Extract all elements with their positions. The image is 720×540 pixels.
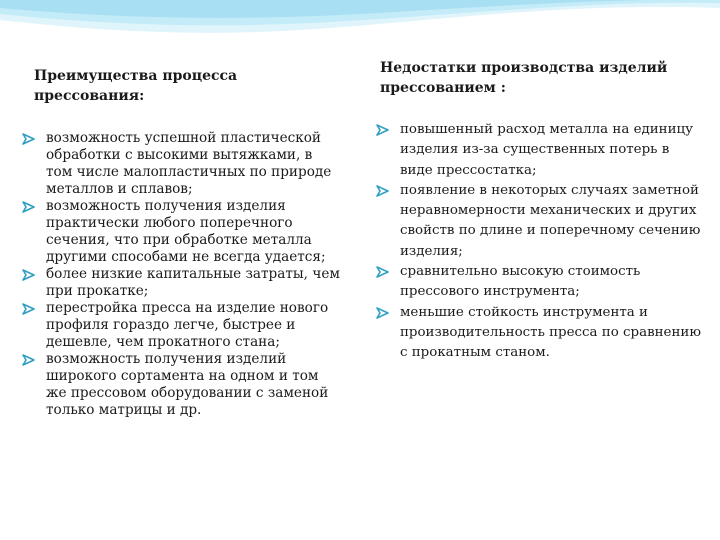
list-item	[362, 120, 702, 181]
disadvantages-column	[362, 58, 702, 364]
list-item	[22, 300, 340, 351]
list-item-text: перестройка пресса на изделие нового профиля гораздо легче, быстрее и дешевле, чем прокатного стана;	[46, 300, 329, 350]
arrow-bullet-icon	[376, 124, 389, 136]
advantages-list	[22, 130, 340, 419]
decorative-wave-banner	[0, 0, 720, 60]
list-item-text: сравнительно высокую стоимость прессового инструмента;	[400, 264, 641, 300]
list-item	[22, 198, 340, 266]
list-item-text: возможность получения изделий широкого сортамента на одном и том же прессовом оборудовании с заменой только матрицы и др.	[46, 351, 329, 418]
arrow-bullet-icon	[22, 269, 35, 281]
list-item	[22, 130, 340, 198]
arrow-bullet-icon	[376, 266, 389, 278]
arrow-bullet-icon	[376, 307, 389, 319]
advantages-heading: Преимущества процесса прессования:	[34, 68, 238, 104]
list-item-text: возможность успешной пластической обработки с высокими вытяжками, в том числе малопластичных по природе металлов и сплавов;	[46, 130, 332, 197]
arrow-bullet-icon	[22, 354, 35, 366]
list-item	[362, 181, 702, 262]
list-item-text: возможность получения изделия практически любого поперечного сечения, что при обработке металла другими способами не всегда удается;	[46, 198, 326, 265]
arrow-bullet-icon	[376, 185, 389, 197]
list-item	[362, 303, 702, 364]
disadvantages-list	[362, 120, 702, 364]
list-item-text: появление в некоторых случаях заметной неравномерности механических и других свойств по длине и поперечному сечению изделия;	[400, 182, 701, 259]
list-item	[22, 351, 340, 419]
list-item-text: меньшие стойкость инструмента и производительность пресса по сравнению с прокатным станом.	[400, 304, 701, 361]
arrow-bullet-icon	[22, 201, 35, 213]
list-item	[22, 266, 340, 300]
arrow-bullet-icon	[22, 303, 35, 315]
list-item	[362, 262, 702, 303]
advantages-column	[22, 66, 340, 419]
arrow-bullet-icon	[22, 133, 35, 145]
list-item-text: повышенный расход металла на единицу изделия из-за существенных потерь в виде прессостатка;	[400, 122, 693, 178]
list-item-text: более низкие капитальные затраты, чем при прокатке;	[46, 266, 340, 299]
disadvantages-heading: Недостатки производства изделий прессованием :	[380, 60, 668, 96]
